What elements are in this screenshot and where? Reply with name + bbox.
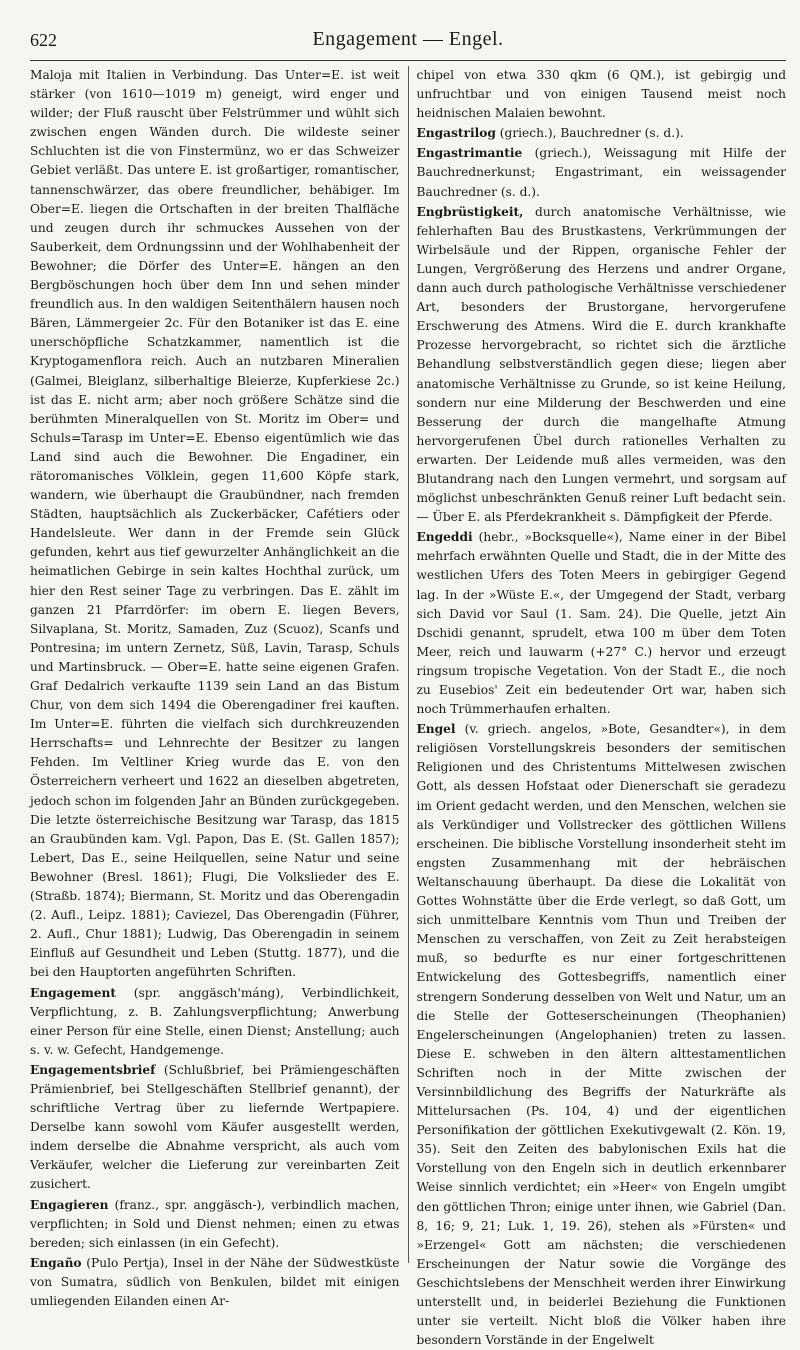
dictionary-entry [417, 144, 787, 201]
entry-body: (franz., spr. anggäsch-), verbindlich machen, verpflichten; in Sold und Dienst nehmen; einen zu etwas bereden; sich einlassen (in ein Gefecht). [30, 1197, 400, 1250]
entry-headword: Engbrüstigkeit, [416, 204, 524, 219]
entry-headword: Engastrilog [416, 126, 496, 141]
right-column [416, 66, 787, 1348]
dictionary-entry [30, 1196, 400, 1253]
entry-body: durch anatomische Verhältnisse, wie fehlerhaften Bau des Brustkastens, Verkrümmungen der Wirbelsäule und der Rippen, organische Fehler der Lungen, Vergrößerung des Herzens und andrer Organe, dann auch durch pathologische Verhältnisse verschiedener Art, besonders der Brustorgane, hervorgerufene Erschwerung des Atmens. Wird die E. durch krankhafte Prozesse hervorgebracht, so richtet sich die ärztliche Behandlung selbstverständlich gegen diese; liegen aber anatomische Verhältnisse zu Grunde, so ist keine Heilung, sondern nur eine Milderung der Beschwerden und eine Besserung der durch die mangelhafte Atmung hervorgerufenen Übel durch rationelles Verhalten zu erwarten. Der Leidende muß alles vermeiden, was den Blutandrang nach den Lungen vermehrt, und sorgsam auf möglichst unbeschränkten Genuß reiner Luft bedacht sein. — Über E. als Pferdekrankheit s. Dämpfigkeit der Pferde. [416, 204, 786, 525]
entry-body: (griech.), Weissagung mit Hilfe der Bauchrednerkunst; Engastrimant, ein weissagender Bauchredner (s. d.). [416, 146, 786, 199]
entry-body: (Pulo Pertja), Insel in der Nähe der Südwestküste von Sumatra, südlich von Benkulen, bildet mit einigen umliegenden Eilanden einen Ar- [30, 1255, 400, 1308]
entry-headword: Engel [416, 722, 456, 737]
entry-body: chipel von etwa 330 qkm (6 QM.), ist gebirgig und unfruchtbar und von einigen Tausend meist noch heidnischen Malaien bewohnt. [416, 68, 786, 121]
entry-body: (v. griech. angelos, »Bote, Gesandter«), in dem religiösen Vorstellungskreis besonders der semitischen Religionen und des Christentums Mittelwesen zwischen Gott, als dessen Hofstaat oder Dienerschaft sie geradezu im Orient gedacht werden, und den Menschen, welchen sie als Verkündiger und Vollstrecker des göttlichen Willens erscheinen. Die biblische Vorstellung insonderheit steht im engsten Zusammenhang mit der hebräischen Weltanschauung überhaupt. Da diese die Lokalität von Gottes Wohnstätte über die Erde verlegt, so daß Gott, um sich unmittelbare Kenntnis vom Thun und Treiben der Menschen zu verschaffen, von Zeit zu Zeit herabsteigen muß, so bedurfte es nur einer fortgeschrittenen Entwickelung des Gottesbegriffs, namentlich einer strengern Sonderung desselben von Welt und Natur, um an die Stelle der Gotteserscheinungen (Theophanien) Engelerscheinungen (Angelophanien) treten zu lassen. Diese E. schweben in den ältern alttestamentlichen Schriften noch in der Mitte zwischen der Versinnbildlichung des Begriffs der Naturkräfte als Mittelursachen (Ps. 104, 4) und der eigentlichen Personifikation der göttlichen Exekutivgewalt (2. Kön. 19, 35). Seit den Zeiten des babylonischen Exils hat die Vorstellung von den Engeln sich in deutlich erkennbarer Weise sinnlich verdichtet; ein »Heer« von Engeln umgibt den göttlichen Thron; einige unter ihnen, wie Gabriel (Dan. 8, 16; 9, 21; Luk. 1, 19. 26), stehen als »Fürsten« und »Erzengel« Gott am nächsten; die verschiedenen Erscheinungen der Natur sowie die Vorgänge des Geschichtslebens der Menschheit werden ihrer Einwirkung unterstellt und, in beiderlei Beziehung die Funktionen unter sie verteilt. Nicht bloß die Völker haben ihre besondern Vorstände in der Engelwelt [416, 722, 786, 1348]
entry-headword: Engagieren [30, 1197, 109, 1212]
page-header [30, 26, 786, 61]
entry-headword: Engagementsbrief [30, 1062, 156, 1077]
dictionary-entry [417, 203, 787, 528]
left-column [30, 66, 400, 1308]
dictionary-entry [30, 1061, 400, 1195]
entry-headword: Engeddi [416, 530, 473, 545]
dictionary-entry [417, 124, 787, 143]
text-columns [30, 66, 786, 1348]
entry-body: (spr. anggäsch'máng), Verbindlichkeit, Verpflichtung, z. B. Zahlungsverpflichtung; Anwerbung einer Person für eine Stelle, einen Dienst; Anstellung; auch s. v. w. Gefecht, Handgemenge. [30, 985, 400, 1057]
dictionary-entry [30, 1254, 400, 1311]
running-head: Engagement — Engel. [312, 28, 504, 50]
page-number: 622 [30, 30, 57, 50]
continued-text [30, 66, 400, 983]
entry-headword: Engagement [30, 985, 116, 1000]
entry-headword: Engaño [30, 1255, 82, 1270]
column-divider [408, 66, 409, 1263]
dictionary-entry [417, 720, 787, 1350]
entry-body: (Schlußbrief, bei Prämiengeschäften Prämienbrief, bei Stellgeschäften Stellbrief genannt), der schriftliche Vertrag über zu liefernde Wertpapiere. Derselbe kann sowohl vom Käufer ausgestellt werden, indem derselbe die Abnahme verspricht, als auch vom Verkäufer, welcher die Lieferung zur vereinbarten Zeit zusichert. [30, 1062, 400, 1192]
entry-body: (hebr., »Bocksquelle«), Name einer in der Bibel mehrfach erwähnten Quelle und Stadt, die in der Mitte des westlichen Ufers des Toten Meers in gebirgiger Gegend lag. In der »Wüste E.«, der Umgegend der Stadt, verbarg sich David vor Saul (1. Sam. 24). Die Quelle, jetzt Ain Dschidi genannt, sprudelt, etwa 100 m über dem Toten Meer, reich und lauwarm (+27° C.) hervor und erzeugt ringsum tropische Vegetation. Von der Stadt E., die noch zu Eusebios' Zeit ein bedeutender Ort war, haben sich noch Trümmerhaufen erhalten. [416, 530, 786, 717]
dictionary-entry [30, 984, 400, 1060]
entry-body: (griech.), Bauchredner (s. d.). [495, 126, 684, 141]
dictionary-entry [417, 528, 787, 719]
entry-headword: Engastrimantie [416, 146, 523, 161]
entry-body: Maloja mit Italien in Verbindung. Das Unter=E. ist weit stärker (von 1610—1019 m) geneigt, wird enger und wilder; der Fluß rauscht über Felstrümmer und wühlt sich zwischen engen Wänden durch. Die wildeste seiner Schluchten ist die von Finstermünz, wo er das Schweizer Gebiet verläßt. Das untere E. ist großartiger, romantischer, tannenschwärzer, das obere freundlicher, behäbiger. Im Ober=E. liegen die Ortschaften in der breiten Thalfläche und zeugen durch ihr schmuckes Aussehen von der Sauberkeit, dem Ordnungssinn und der Wohlhabenheit der Bewohner; die Dörfer des Unter=E. hängen an den Bergböschungen hoch über dem Inn und sehen minder freundlich aus. In den waldigen Seitenthälern hausen noch Bären, Lämmergeier 2c. Für den Botaniker ist das E. eine unerschöpfliche Schatzkammer, namentlich ist die Kryptogamenflora reich. Auch an nutzbaren Mineralien (Galmei, Bleiglanz, silberhaltige Bleierze, Kupferkiese 2c.) ist das E. nicht arm; aber noch größere Schätze sind die berühmten Mineralquellen von St. Moritz im Ober= und Schuls=Tarasp im Unter=E. Ebenso eigentümlich wie das Land sind auch die Bewohner. Die Engadiner, ein rätoromanisches Völklein, gegen 11,600 Köpfe stark, wandern, wie überhaupt die Graubündner, nach fremden Städten, hauptsächlich als Zuckerbäcker, Cafétiers oder Handelsleute. Wer dann in der Fremde sein Glück gefunden, kehrt aus tief gewurzelter Anhänglichkeit an die heimatlichen Gebirge in sein kaltes Hochthal zurück, um hier den Rest seiner Tage zu verbringen. Das E. zählt im ganzen 21 Pfarrdörfer: im obern E. liegen Bevers, Silvaplana, St. Moritz, Samaden, Zuz (Scuoz), Scanfs und Pontresina; im untern Zernetz, Süß, Lavin, Tarasp, Schuls und Martinsbruck. — Ober=E. hatte seine eigenen Grafen. Graf Dedalrich verkaufte 1139 sein Land an das Bistum Chur, von dem sich 1494 die Oberengadiner frei kauften. Im Unter=E. führten die vielfach sich durchkreuzenden Herrschafts= und Lehnrechte der Besitzer zu langen Fehden. Im Veltliner Krieg wurde das E. von den Österreichern verheert und 1622 an dieselben abgetreten, jedoch schon im folgenden Jahr an Bünden zurückgegeben. Die letzte österreichische Besitzung war Tarasp, das 1815 an Graubünden kam. Vgl. Papon, Das E. (St. Gallen 1857); Lebert, Das E., seine Heilquellen, seine Natur und seine Bewohner (Bresl. 1861); Flugi, Die Volkslieder des E. (Straßb. 1874); Biermann, St. Moritz und das Oberengadin (2. Aufl., Leipz. 1881); Caviezel, Das Oberengadin (Führer, 2. Aufl., Chur 1881); Ludwig, Das Oberengadin in seinem Einfluß auf Gesundheit und Leben (Stuttg. 1877), und die bei den Hauptorten angeführten Schriften. [30, 68, 400, 980]
continued-text [417, 66, 787, 123]
